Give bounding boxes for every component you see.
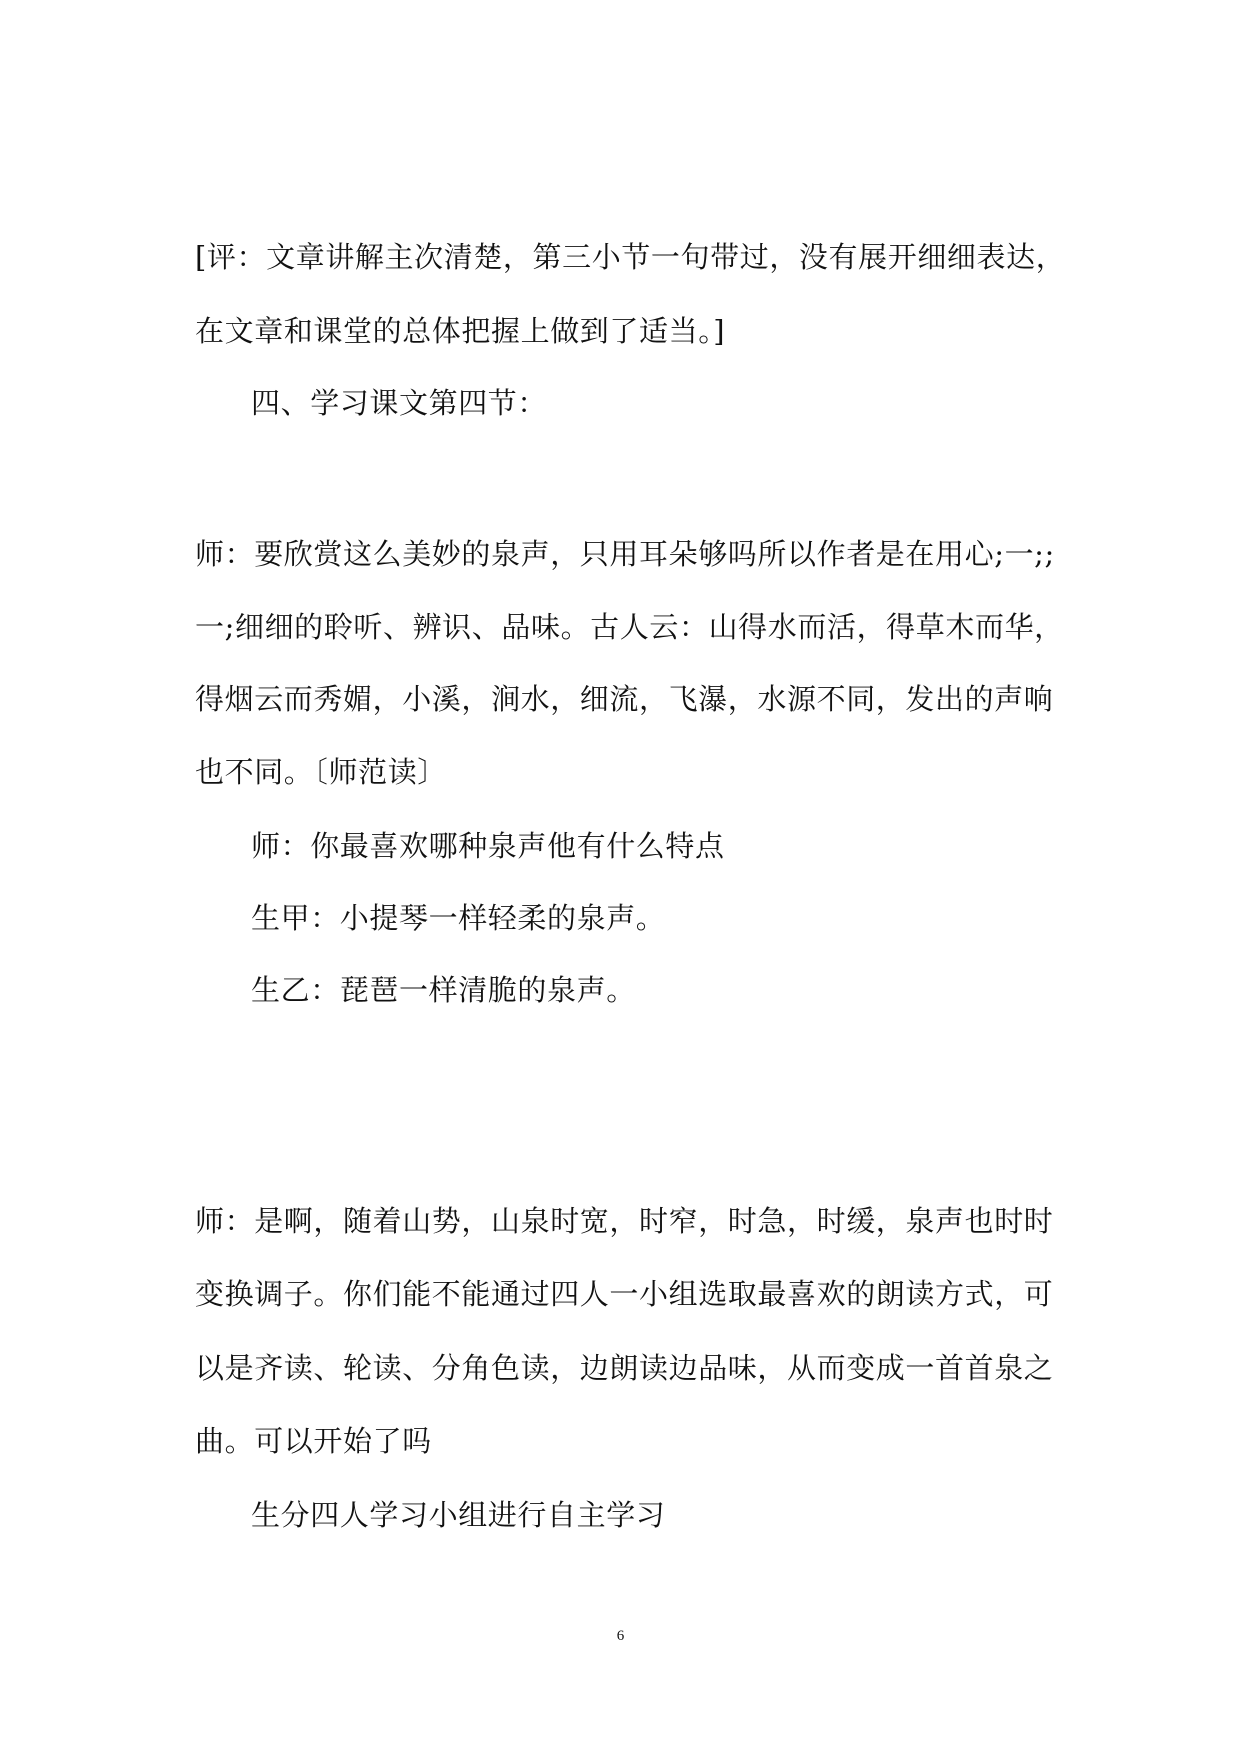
- teacher-question: 师：你最喜欢哪种泉声他有什么特点: [251, 829, 725, 863]
- teacher-guide-line-1: 师：是啊，随着山势，山泉时宽，时窄，时急，时缓，泉声也时时: [195, 1204, 1054, 1238]
- teacher-intro-line-4: 也不同。〔师范读〕: [195, 755, 447, 789]
- teacher-guide-line-3: 以是齐读、轮读、分角色读，边朗读边品味，从而变成一首首泉之: [195, 1351, 1054, 1385]
- page-number: 6: [616, 1628, 625, 1644]
- teacher-intro-line-1: 师：要欣赏这么美妙的泉声，只用耳朵够吗所以作者是在用心;一;;: [195, 537, 1055, 571]
- section-heading: 四、学习课文第四节：: [251, 386, 548, 420]
- comment-line-1: [评：文章讲解主次清楚，第三小节一句带过，没有展开细细表达，: [195, 240, 1066, 274]
- teacher-intro-line-3: 得烟云而秀媚，小溪，涧水，细流，飞瀑，水源不同，发出的声响: [195, 682, 1054, 716]
- student-b-answer: 生乙：琵琶一样清脆的泉声。: [251, 973, 636, 1007]
- teacher-intro-line-2: 一;细细的聆听、辨识、品味。古人云：山得水而活，得草木而华，: [195, 610, 1064, 644]
- teacher-guide-line-2: 变换调子。你们能不能通过四人一小组选取最喜欢的朗读方式，可: [195, 1277, 1054, 1311]
- group-activity: 生分四人学习小组进行自主学习: [251, 1498, 666, 1532]
- comment-line-2: 在文章和课堂的总体把握上做到了适当。]: [195, 314, 726, 348]
- student-a-answer: 生甲：小提琴一样轻柔的泉声。: [251, 901, 666, 935]
- teacher-guide-line-4: 曲。可以开始了吗: [195, 1424, 432, 1458]
